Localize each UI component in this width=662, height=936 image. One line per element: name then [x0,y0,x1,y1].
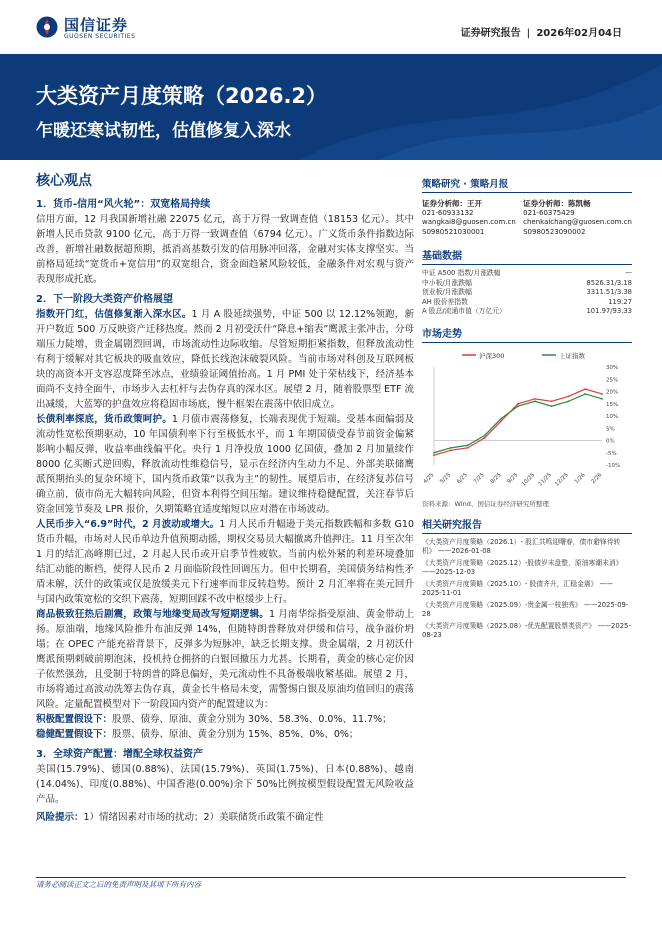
logo-text: 国信证券 [64,16,129,34]
related-report-item[interactable]: 《大类资产月度策略（2026.1）- 股汇共鸣迎曙春，债市避锋待转机》 ——2026-01-08 [422,537,621,555]
analyst-2 [523,199,632,237]
commodity-paragraph [36,607,414,712]
alloc-aggressive [36,712,414,727]
y-tick-label: 30% [606,364,619,371]
data-point [484,437,486,439]
analyst-1-email[interactable]: wangkai8@guosen.com.cn [422,218,516,226]
y-tick-label: 25% [606,376,619,383]
analyst-2-cert: S0980523090002 [523,227,586,236]
base-data-row [422,307,632,317]
x-tick-label: 8/25 [489,471,503,485]
fx-text: 1 月人民币升幅逊于美元指数跌幅和多数 G10 货币升幅，市场对人民币单边升值预期动摇，期权交易员大幅撤离升值押注。11 月至次年 1 月的结汇高峰期已过，2 月起人民币或开启季节性疲软。当前内松外紧的利差环境叠加结汇动能的断档，使得人民币 2 月面临阶段性回调压力。但中长期看，美国债务结构性矛盾未解，沃什的政策或仅是放缓美元下行速率而非反转趋势。预计 2 月汇率将在美元回升与国内政策宽松的交织下震荡，短期回踩不改中枢缓步上行。 [36,519,414,605]
y-tick-label: -5% [606,450,617,457]
report-date: 2026年02月04日 [536,28,622,39]
series-line-sh-index [434,393,602,452]
base-data-value: 101.97/93.33 [586,307,632,315]
x-tick-label: 10/25 [520,471,537,488]
related-list [422,538,632,641]
base-data-key: 中证 A500 指数/月涨跌幅 [422,269,501,277]
analyst-2-name: 证券分析师：陈凯畅 [523,199,591,208]
alloc-aggressive-lead: 积极配置假设下： [36,714,113,725]
y-tick-label: 10% [606,413,619,420]
data-point [450,446,452,448]
header-meta: 证券研究报告 | 2026年02月04日 [460,28,622,39]
y-tick-label: 20% [606,389,619,395]
section-1-text: 信用方面，12 月我国新增社融 22075 亿元，高于万得一致调查值（18153 亿元）。其中新增人民币贷款 9100 亿元，高于万得一致调查值（6794 亿元）。广义货币条件指数边际改善，新增社融数据超预期，抵消高基数引发的信用脉冲回落，金融对实体支撑坚实。当前格局延续“宽货币+宽信用”的双宽组合，资金面趋紧风险较低，金融条件对宏观与资产表现形成托底。 [36,214,414,285]
series-line-hs300 [434,389,602,455]
alloc-aggressive-text: 股票、债券、原油、黄金分别为 30%、58.3%、0.0%、11.7%； [112,714,392,725]
x-tick-label: 12/25 [554,471,570,488]
x-tick-label: 9/25 [506,471,520,485]
x-tick-label: 7/25 [472,471,486,485]
section-3-title: 3．全球资产配置：增配全球权益资产 [36,749,203,760]
analyst-1-cert: S0980521030001 [422,227,485,236]
base-data-key: A 股总/流通市值（万亿元） [422,307,506,315]
base-data-key: 中小板/月涨跌幅 [422,278,472,287]
equity-text: 1 月 A 股延续强势，中证 500 以 12.12%领跑，新开户数近 500 万反映资产迁移热度。然而 2 月初受沃什“降息+缩表”鹰派主张冲击，分母端压力陡增，贵金属剧烈回调，市场流动性边际收缩。尽管短期拒紧指数，但释放流动性有利于缓解对其它板块的吸血效应，降低长线泡沫破裂风险。当前市场对科创及互联网板块的高资本开支容忍度降至冰点，业绩验证阈值抬高。1 月 PMI 处于荣枯线下，经济基本面尚不支持全面牛，市场步入去杠杆与去伪存真的深水区。展望 2 月，随着股票型 ETF 流出减缓，大蓝筹的护盘效应将稳固市场底，慢牛框架在震荡中依旧成立。 [36,309,414,410]
legend-label: 沪深300 [479,351,505,360]
base-data-title: 基础数据 [422,247,632,265]
base-data-row [422,279,632,289]
footer-divider [36,877,626,878]
x-tick-label: 11/25 [537,471,554,488]
data-point [534,400,536,402]
data-point [601,393,603,395]
data-point [568,400,570,402]
market-trend-chart [422,347,632,497]
x-tick-label: 6/25 [456,471,470,485]
x-tick-label: 1/26 [573,471,587,485]
bond-lead: 长债利率探底，货币政策呵护。 [36,414,172,425]
bond-paragraph [36,412,414,517]
sidebar [422,176,632,643]
base-data-value: 3311.51/3.38 [586,288,632,296]
data-point [584,388,586,390]
main-content [36,170,414,825]
base-data-row [422,269,632,279]
base-data-row [422,298,632,308]
y-tick-label: -10% [606,462,621,469]
base-data-row [422,288,632,298]
base-data-value: 119.27 [608,297,632,306]
report-type: 证券研究报告 [460,28,521,39]
commodity-text: 1 月南华综指受原油、黄金带动上扬。原油端，地缘风险推升布油反弹 14%，但随特朗普释放对伊缓和信号，战争溢价坍塌；在 OPEC 产能充裕背景下，反弹多为短脉冲，缺乏长期支撑。贵金属端，2 月初沃什鹰派预期刺破前期泡沫，投机持仓拥挤的白银回撤压力尤甚。长期看，黄金的核心定价因子依然强劲，且受制于特朗普的降息偏好，美元流动性不具备极端收紧基础。展望 2 月，市场将通过高波动洗筹去伪存真，黄金长牛格局未变，需警惕白银及原油均值回归的震荡风险。定量配置模型对下一阶段国内资产的配置建议为： [36,609,414,710]
data-point [517,402,519,404]
alloc-stable [36,727,414,742]
logo-en-text: GUOSEN SECURITIES [64,33,136,40]
fx-paragraph [36,517,414,607]
data-point [568,395,570,397]
data-point [601,397,603,399]
risk-warning [36,810,414,825]
y-tick-label: 5% [606,425,615,432]
market-trend-title: 市场走势 [422,325,632,343]
alloc-stable-text: 股票、债券、原油、黄金分别为 15%、85%、0%、0%； [112,729,359,740]
section-2-title: 2．下一阶段大类资产价格展望 [36,294,173,305]
analyst-1 [422,199,516,237]
equity-lead: 指数开门红，估值修复渐入深水区。 [36,309,192,320]
chart-source: 资料来源：Wind、国信证券经济研究所整理 [422,499,549,508]
bond-text: 1 月债市震荡修复，长端表现优于短端。受基本面偏弱及流动性宽松预期驱动，10 年国债利率下行至极低水平，而 1 年期国债受春节前资金偏紧影响小幅反弹，收益率曲线偏平化。央行 1 月净投放 1000 亿国债，叠加 2 月加量续作 8000 亿买断式逆回购，释放流动性维稳信号，显示在经济内生动力不足、外部美联储鹰派预期抬头的复杂环境下，国内货币政策“以我为主”的韧性。展望后市，在经济复苏信号确立前，债市尚无大幅转向风险，但资本利得空间压缩。建议维持稳健配置，关注春节后资金回笼节奏及 LPR 报价，久期策略宜适度缩短以应对潜在市场波动。 [36,414,414,515]
alloc-stable-lead: 稳健配置假设下： [36,729,113,740]
guosen-logo-icon [36,16,58,38]
risk-lead: 风险提示： [36,812,84,823]
data-point [450,449,452,451]
related-report-item[interactable]: 《大类资产月度策略（2025.09）-贵金属一枝独秀》 ——2025-09-28 [422,600,629,618]
analysts-block [422,199,632,237]
data-point [433,454,435,456]
data-point [433,451,435,453]
data-point [484,434,486,436]
base-data-table [422,269,632,317]
equity-paragraph [36,307,414,412]
data-point [500,420,502,422]
section-1-title: 1．货币-信用“风火轮”：双宽格局持续 [36,199,211,210]
base-data-key: AH 股价差指数 [422,297,468,306]
related-report-item[interactable]: 《大类资产月度策略（2025.10）- 股债齐升，汇稳金震》 ——2025-11-01 [422,579,614,597]
data-point [534,397,536,399]
y-tick-label: 15% [606,401,619,408]
category-label: 策略研究 · 策略月报 [422,176,632,193]
data-point [551,405,553,407]
related-report-item[interactable]: 《大类资产月度策略（2025.12）-股债岁末盘整，原油寒潮未消》 ——2025-12-03 [422,558,623,576]
section-3-text: 美国(15.79%)、德国(0.88%)、法国(15.79%)、英国(1.75%)、日本(0.88%)、越南(14.04%)、印度(0.88%)、中国香港(0.00%)余下 50%比例按模型假设配置无风险收益产品。 [36,764,414,805]
related-title: 相关研究报告 [422,516,632,534]
base-data-key: 创业板/月涨跌幅 [422,288,472,296]
analyst-1-phone: 021-60933132 [422,208,474,217]
analyst-2-email[interactable]: chenkaichang@guosen.com.cn [523,218,632,226]
analyst-2-phone: 021-60375429 [523,208,575,217]
data-point [467,444,469,446]
base-data-value: — [625,269,632,277]
footer-disclaimer: 请务必阅读正文之后的免责声明及其项下所有内容 [36,880,201,889]
data-point [467,446,469,448]
data-point [517,405,519,407]
x-tick-label: 4/25 [422,471,436,485]
x-tick-label: 2/26 [590,471,604,485]
data-point [551,400,553,402]
trend-chart-svg [422,347,632,497]
analyst-1-name: 证券分析师：王开 [422,199,482,208]
fx-lead: 人民币步入“6.9”时代，2 月波动或增大。 [36,519,220,530]
y-tick-label: 0% [606,438,615,444]
report-title: 大类资产月度策略（2026.2） [36,84,328,108]
data-point [500,417,502,419]
legend-label: 上证指数 [559,351,585,360]
data-point [584,393,586,395]
commodity-lead: 商品极致狂热后剧震，政策与地缘变局改写短期逻辑。 [36,609,269,620]
page-header [0,0,662,54]
base-data-value: 8526.31/3.18 [586,278,632,287]
related-report-item[interactable]: 《大类资产月度策略（2025.08）-优先配置股票类资产》 ——2025-08-23 [422,621,631,639]
x-tick-label: 5/25 [439,471,453,485]
risk-text: 1）情绪因素对市场的扰动；2）美联储货币政策不确定性 [83,812,324,823]
core-title: 核心观点 [36,173,92,189]
report-subtitle: 乍暖还寒试韧性，估值修复入深水 [36,121,291,141]
